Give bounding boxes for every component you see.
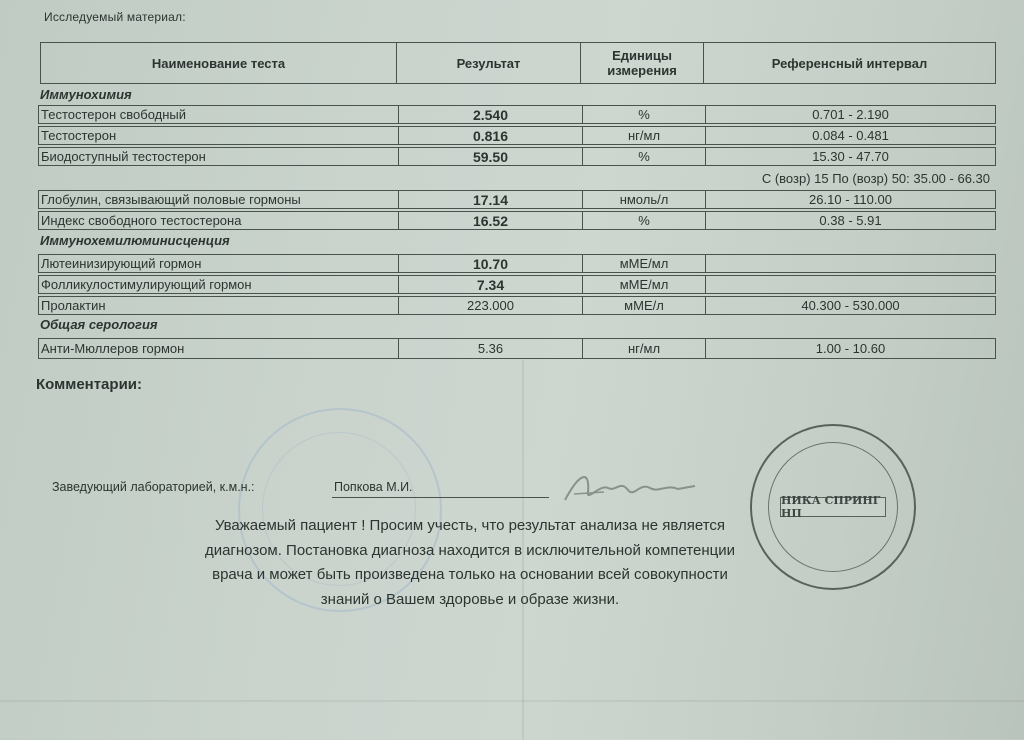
test-name: Индекс свободного тестостерона bbox=[39, 212, 399, 229]
test-result: 10.70 bbox=[399, 255, 583, 272]
notice-line: врача и может быть произведена только на основании всей совокупности bbox=[212, 566, 728, 583]
table-row bbox=[38, 211, 996, 230]
test-result: 5.36 bbox=[399, 339, 583, 358]
test-reference: 0.38 - 5.91 bbox=[819, 213, 882, 228]
test-reference bbox=[706, 276, 995, 293]
test-result: 7.34 bbox=[399, 276, 583, 293]
test-unit: нмоль/л bbox=[583, 191, 706, 208]
col-header-name: Наименование теста bbox=[41, 43, 397, 83]
test-name: Тестостерон свободный bbox=[39, 106, 399, 123]
test-result: 2.540 bbox=[399, 106, 583, 123]
signature bbox=[560, 462, 700, 512]
test-reference: 15.30 - 47.70 bbox=[812, 149, 889, 164]
test-result: 59.50 bbox=[399, 148, 583, 165]
test-result: 17.14 bbox=[399, 191, 583, 208]
notice-line: Уважаемый пациент ! Просим учесть, что результат анализа не является bbox=[214, 517, 726, 534]
test-reference: 1.00 - 10.60 bbox=[815, 341, 886, 356]
table-row bbox=[38, 147, 996, 166]
test-name: Лютеинизирующий гормон bbox=[39, 255, 399, 272]
test-name: Фолликулостимулирующий гормон bbox=[39, 276, 399, 293]
test-result: 16.52 bbox=[399, 212, 583, 229]
test-unit: мМЕ/мл bbox=[583, 255, 706, 272]
patient-notice bbox=[100, 514, 840, 612]
section-title-immunochemiluminescence: Иммунохемилюминисценция bbox=[40, 233, 230, 248]
section-title-immunochemistry: Иммунохимия bbox=[40, 87, 132, 102]
col-header-unit: Единицы измерения bbox=[581, 43, 704, 83]
test-unit: нг/мл bbox=[583, 339, 706, 358]
col-header-result: Результат bbox=[397, 43, 581, 83]
table-row bbox=[38, 254, 996, 273]
test-reference bbox=[706, 255, 995, 272]
notice-line: знаний о Вашем здоровье и образе жизни. bbox=[320, 590, 620, 608]
test-unit: % bbox=[583, 106, 706, 123]
head-of-lab-label: Заведующий лабораторией, к.м.н.: bbox=[52, 480, 255, 494]
test-name: Пролактин bbox=[39, 297, 399, 314]
age-reference-note: С (возр) 15 По (возр) 50: 35.00 - 66.30 bbox=[761, 171, 990, 186]
table-row bbox=[38, 296, 996, 315]
test-name: Тестостерон bbox=[39, 127, 399, 144]
table-row bbox=[38, 190, 996, 209]
organization-stamp-text: НИКА СПРИНГ НП bbox=[780, 497, 886, 517]
test-name: Биодоступный тестостерон bbox=[39, 148, 399, 165]
test-unit: % bbox=[583, 212, 706, 229]
test-result: 223.000 bbox=[399, 297, 583, 314]
test-reference: 0.084 - 0.481 bbox=[812, 128, 889, 143]
test-unit: мМЕ/мл bbox=[583, 276, 706, 293]
col-header-reference: Референсный интервал bbox=[771, 55, 928, 71]
head-of-lab-name: Попкова М.И. bbox=[334, 480, 413, 494]
test-name: Анти-Мюллеров гормон bbox=[39, 339, 399, 358]
signature-line bbox=[332, 497, 549, 498]
test-unit: % bbox=[583, 148, 706, 165]
test-reference: 0.701 - 2.190 bbox=[812, 107, 889, 122]
material-label: Исследуемый материал: bbox=[44, 10, 186, 24]
table-header bbox=[40, 42, 996, 84]
test-name: Глобулин, связывающий половые гормоны bbox=[39, 191, 399, 208]
paper-fold-horizontal bbox=[0, 700, 1024, 702]
notice-line: диагнозом. Постановка диагноза находится в исключительной компетенции bbox=[204, 541, 736, 559]
test-result: 0.816 bbox=[399, 127, 583, 144]
table-row bbox=[38, 105, 996, 124]
test-unit: мМЕ/л bbox=[583, 297, 706, 314]
table-row bbox=[38, 275, 996, 294]
test-reference: 40.300 - 530.000 bbox=[801, 298, 900, 313]
section-title-serology: Общая серология bbox=[40, 317, 158, 332]
test-reference: 26.10 - 110.00 bbox=[809, 192, 892, 207]
table-row bbox=[38, 126, 996, 145]
table-row bbox=[38, 338, 996, 359]
comments-label: Комментарии: bbox=[36, 376, 143, 393]
test-unit: нг/мл bbox=[583, 127, 706, 144]
